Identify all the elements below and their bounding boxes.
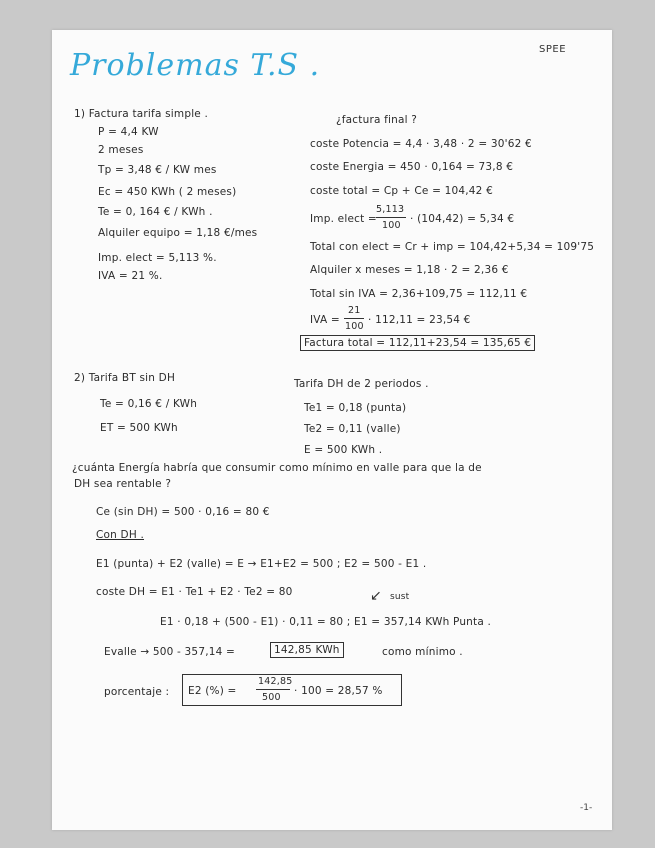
given-line: ET = 500 KWh <box>100 422 178 434</box>
page-number: -1- <box>580 803 593 813</box>
calc-line: Total sin IVA = 2,36+109,75 = 112,11 € <box>310 288 528 300</box>
fraction-bar <box>376 217 406 218</box>
given-line: 2 meses <box>98 144 144 156</box>
fraction-bar <box>256 689 290 690</box>
question: ¿cuánta Energía habría que consumir como mínimo en valle para que la de <box>72 462 482 474</box>
calc-line: IVA = <box>310 314 340 326</box>
fraction-numerator: 21 <box>348 305 361 316</box>
fraction-bar <box>344 318 364 319</box>
calc-line: porcentaje : <box>104 686 170 698</box>
calc-line: Alquiler x meses = 1,18 · 2 = 2,36 € <box>310 264 509 276</box>
calc-line: Ce (sin DH) = 500 · 0,16 = 80 € <box>96 506 270 518</box>
calc-line: como mínimo . <box>382 646 463 658</box>
calc-line: coste total = Cp + Ce = 104,42 € <box>310 185 493 197</box>
valle-energy-result: 142,85 KWh <box>270 642 344 658</box>
calc-line: E1 (punta) + E2 (valle) = E → E1+E2 = 500 ; E2 = 500 - E1 . <box>96 558 427 570</box>
given-line: Ec = 450 KWh ( 2 meses) <box>98 186 237 198</box>
calc-line: · (104,42) = 5,34 € <box>410 213 515 225</box>
problem-2-heading: 2) Tarifa BT sin DH <box>74 372 176 384</box>
fraction-denominator: 100 <box>382 220 401 231</box>
notebook-page <box>52 30 612 830</box>
calc-line: Imp. elect = <box>310 213 377 225</box>
given-line: Te = 0, 164 € / KWh . <box>98 206 213 218</box>
calc-line: E1 · 0,18 + (500 - E1) · 0,11 = 80 ; E1 = 357,14 KWh Punta . <box>160 616 492 628</box>
given-line: Te = 0,16 € / KWh <box>100 398 198 410</box>
subst-arrow-icon: ↙ <box>370 588 382 604</box>
given-line: P = 4,4 KW <box>98 126 159 138</box>
given-line: Te2 = 0,11 (valle) <box>304 423 401 435</box>
given-line: Tp = 3,48 € / KW mes <box>98 164 217 176</box>
given-line: Te1 = 0,18 (punta) <box>304 402 407 414</box>
fraction-denominator: 100 <box>345 321 364 332</box>
calc-line: Evalle → 500 - 357,14 = <box>104 646 236 658</box>
corner-label: SPEE <box>539 44 567 55</box>
calc-line: E2 (%) = <box>188 685 237 697</box>
fraction-numerator: 5,113 <box>376 204 405 215</box>
fraction-numerator: 142,85 <box>258 676 293 687</box>
subst-note: sust <box>390 592 410 602</box>
calc-line: · 112,11 = 23,54 € <box>368 314 471 326</box>
given-line: IVA = 21 %. <box>98 270 163 282</box>
question: ¿factura final ? <box>336 114 418 126</box>
total-invoice-result: Factura total = 112,11+23,54 = 135,65 € <box>300 335 535 351</box>
given-line: E = 500 KWh . <box>304 444 383 456</box>
calc-line: coste Potencia = 4,4 · 3,48 · 2 = 30'62 € <box>310 138 532 150</box>
question: DH sea rentable ? <box>74 478 172 490</box>
page-title: Problemas T.S . <box>70 48 321 83</box>
calc-line: Total con elect = Cr + imp = 104,42+5,34 = 109'75 <box>310 241 595 253</box>
subheading: Con DH . <box>96 529 145 541</box>
given-line: Alquiler equipo = 1,18 €/mes <box>98 227 258 239</box>
calc-line: coste Energia = 450 · 0,164 = 73,8 € <box>310 161 514 173</box>
calc-line: coste DH = E1 · Te1 + E2 · Te2 = 80 <box>96 586 293 598</box>
subheading: Tarifa DH de 2 periodos . <box>294 378 429 390</box>
calc-line: · 100 = 28,57 % <box>294 685 383 697</box>
problem-1-heading: 1) Factura tarifa simple . <box>74 108 209 120</box>
given-line: Imp. elect = 5,113 %. <box>98 252 217 264</box>
fraction-denominator: 500 <box>262 692 281 703</box>
